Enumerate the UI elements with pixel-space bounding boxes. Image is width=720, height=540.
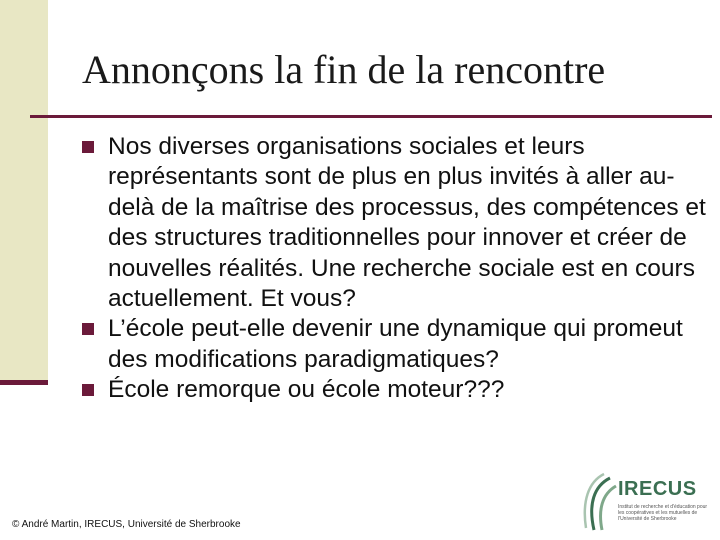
bullet-list xyxy=(82,132,712,406)
title-divider xyxy=(30,115,712,118)
left-decorative-band xyxy=(0,0,48,385)
bullet-text: L’école peut-elle devenir une dynamique qui promeut des modifications paradigmatiques? xyxy=(108,315,683,373)
bullet-text: Nos diverses organisations sociales et leurs représentants sont de plus en plus invités à aller au-delà de la maîtrise des processus, des compétences et des structures traditionnelles pour innover et créer de nouvelles réalités. Une recherche sociale est en cours actuellement. Et vous? xyxy=(108,133,706,313)
left-band-edge xyxy=(0,380,48,385)
irecus-logo xyxy=(580,472,710,538)
leaf-arcs-icon xyxy=(580,472,620,538)
square-bullet-icon xyxy=(82,141,94,153)
square-bullet-icon xyxy=(82,323,94,335)
bullet-item xyxy=(82,375,712,405)
bullet-item xyxy=(82,132,712,314)
slide-title: Annonçons la fin de la rencontre xyxy=(82,47,606,92)
slide-footer: © André Martin, IRECUS, Université de Sherbrooke xyxy=(12,519,241,530)
bullet-item xyxy=(82,314,712,375)
logo-name: IRECUS xyxy=(618,478,697,500)
square-bullet-icon xyxy=(82,384,94,396)
bullet-text: École remorque ou école moteur??? xyxy=(108,376,505,404)
logo-tagline: Institut de recherche et d'éducation pour les coopératives et les mutuelles de l'Université de Sherbrooke xyxy=(618,504,708,522)
